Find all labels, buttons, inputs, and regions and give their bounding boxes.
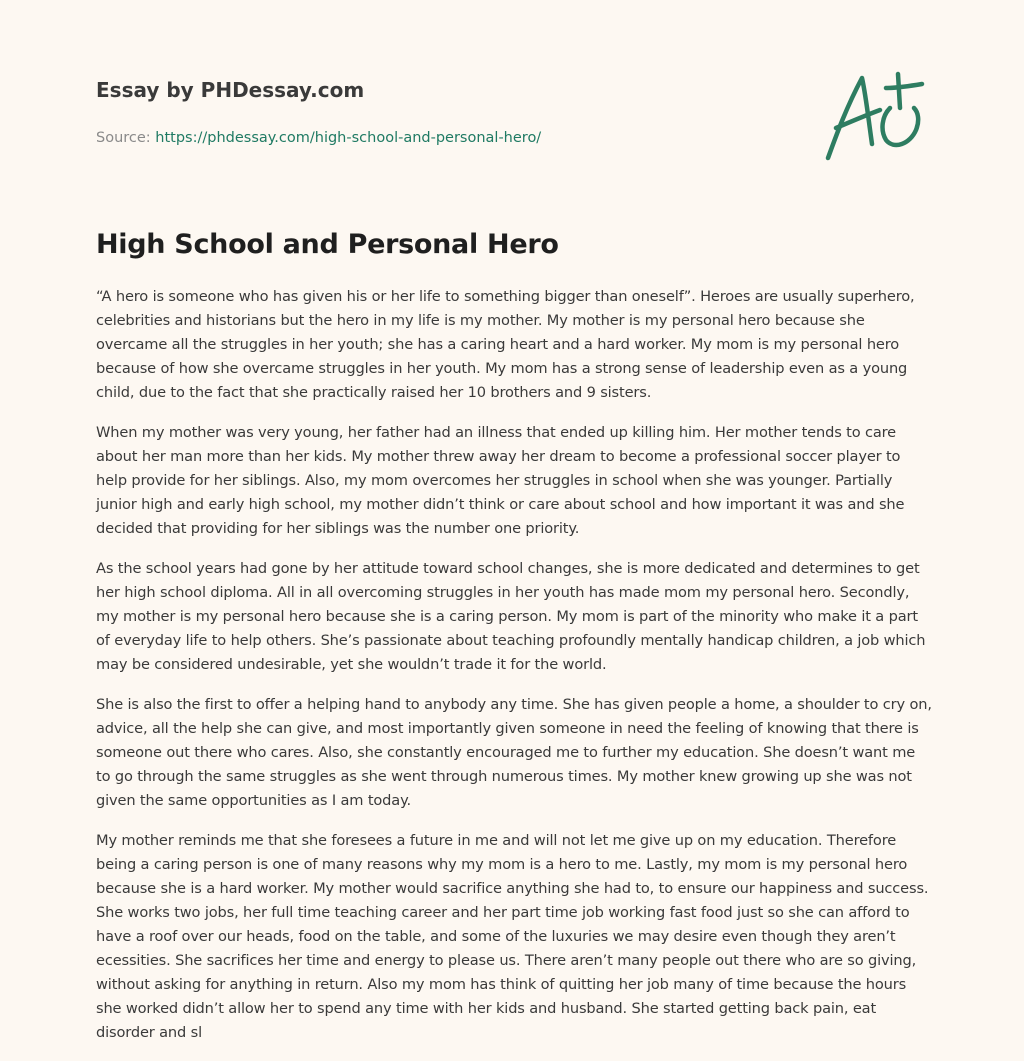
page-header (96, 76, 796, 148)
essay-paragraph: As the school years had gone by her attitude toward school changes, she is more dedicated and determines to get her high school diploma. All in all overcoming struggles in her youth has made mom my personal hero. Secondly, my mother is my personal hero because she is a caring person. My mom is part of the minority who make it a part of everyday life to help others. She’s passionate about teaching profoundly mentally handicap children, a job which may be considered undesirable, yet she wouldn’t trade it for the world. (96, 560, 926, 673)
essay-paragraph: “A hero is someone who has given his or her life to something bigger than oneself”. Heroes are usually superhero, celebrities and historians but the hero in my life is my mother. My mother is my personal hero because she overcame all the struggles in her youth; she has a caring heart and a hard worker. My mom is my personal hero because of how she overcame struggles in her youth. My mom has a strong sense of leadership even as a young child, due to the fact that she practically raised her 10 brothers and 9 sisters. (96, 288, 915, 401)
essay-paragraph: My mother reminds me that she foresees a future in me and will not let me give up on my education. Therefore being a caring person is one of many reasons why my mom is a hero to me. Lastly, my mom is my personal hero because she is a hard worker. My mother would sacrifice anything she had to, to ensure our happiness and success. She works two jobs, her full time teaching career and her part time job working fast food just so she can afford to have a roof over our heads, food on the table, and some of the luxuries we may desire even though they aren’t ecessities. She sacrifices her time and energy to please us. There aren’t many people out there who are so giving, without asking for anything in return. Also my mom has think of quitting her job many of time because the hours she worked didn’t allow her to spend any time with her kids and husband. She started getting back pain, eat disorder and sl (96, 832, 929, 1041)
essay-paragraph: She is also the first to offer a helping hand to anybody any time. She has given people a home, a shoulder to cry on, advice, all the help she can give, and most importantly given someone in need the feeling of knowing that there is someone out there who cares. Also, she constantly encouraged me to further my education. She doesn’t want me to go through the same struggles as she went through numerous times. My mother knew growing up she was not given the same opportunities as I am today. (96, 696, 932, 809)
essay-title: High School and Personal Hero (96, 229, 559, 260)
source-line (96, 128, 796, 148)
essay-body (96, 285, 932, 1061)
source-link[interactable]: https://phdessay.com/high-school-and-personal-hero/ (155, 130, 542, 146)
source-label: Source: (96, 130, 151, 146)
a-plus-logo-icon (822, 66, 928, 166)
essay-paragraph: When my mother was very young, her father had an illness that ended up killing him. Her mother tends to care about her man more than her kids. My mother threw away her dream to become a professional soccer player to help provide for her siblings. Also, my mom overcomes her struggles in school when she was younger. Partially junior high and early high school, my mother didn’t think or care about school and how important it was and she decided that providing for her siblings was the number one priority. (96, 424, 905, 537)
site-brand: Essay by PHDessay.com (96, 78, 365, 102)
